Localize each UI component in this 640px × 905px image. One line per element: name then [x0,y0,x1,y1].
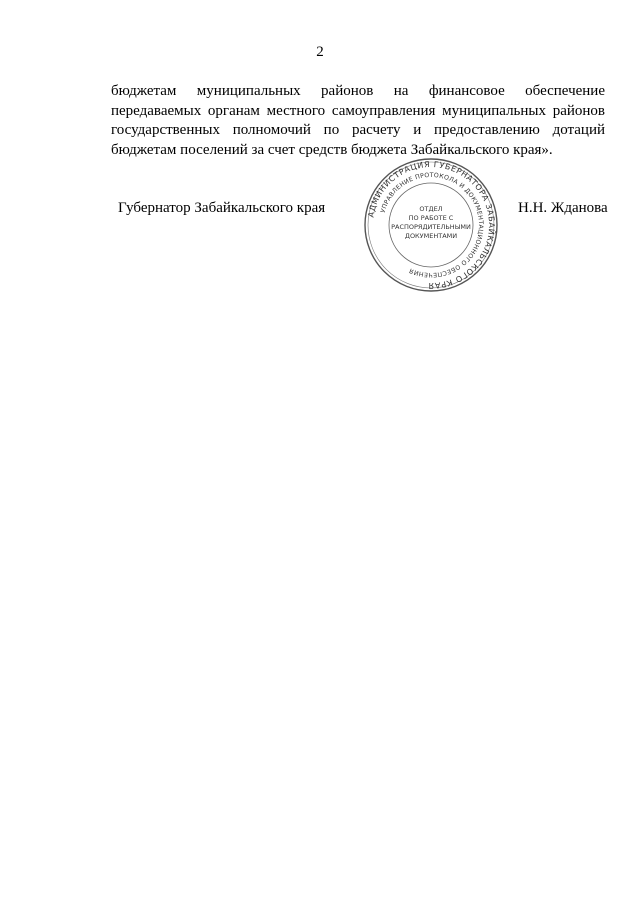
stamp-center-line: РАСПОРЯДИТЕЛЬНЫМИ [391,223,471,231]
body-line: передаваемых органам местного самоуправления муниципальных районов [111,102,605,119]
body-line: бюджетам поселений за счет средств бюджета Забайкальского края». [111,141,553,158]
body-paragraph [111,82,605,160]
stamp-inner-text: УПРАВЛЕНИЕ ПРОТОКОЛА И ДОКУМЕНТАЦИОННОГО ОБЕСПЕЧЕНИЯ [379,171,485,279]
signatory-name: Н.Н. Жданова [518,200,608,216]
stamp-outer-text: АДМИНИСТРАЦИЯ ГУБЕРНАТОРА ЗАБАЙКАЛЬСКОГО КРАЯ [366,159,497,291]
stamp-center-line: ДОКУМЕНТАМИ [404,232,458,240]
signatory-title: Губернатор Забайкальского края [118,200,326,216]
stamp-center-line: ОТДЕЛ [419,205,443,213]
body-line: бюджетам муниципальных районов на финансовое обеспечение [111,83,605,99]
official-stamp [363,157,499,293]
body-line: государственных полномочий по расчету и предоставлению дотаций [111,122,605,138]
page-number: 2 [316,44,324,60]
stamp-center-line: ПО РАБОТЕ С [408,214,454,222]
